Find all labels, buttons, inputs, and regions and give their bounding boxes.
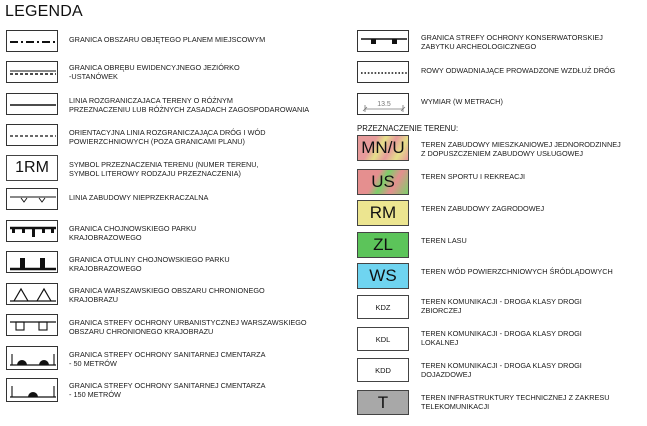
legend-title: LEGENDA (5, 3, 83, 20)
dimension-label: WYMIAR (W METRACH) (421, 97, 503, 106)
lake-register-boundary-label: GRANICA OBRĘBU EWIDENCYJNEGO JEZIÓRKO -USTANÓWEK (69, 63, 240, 82)
archaeology-boundary-symbol (357, 30, 409, 52)
protected-landscape-symbol (6, 283, 58, 305)
zone-kdd-label: TEREN KOMUNIKACJI - DROGA KLASY DROGI DOJAZDOWEJ (421, 361, 582, 380)
park-boundary-label: GRANICA CHOJNOWSKIEGO PARKU KRAJOBRAZOWEGO (69, 224, 197, 243)
orientation-line-label: ORIENTACYJNA LINIA ROZGRANICZAJĄCA DRÓG I WÓD POWIERZCHNIOWYCH (POZA GRANICAMI PLANU) (69, 128, 266, 147)
urban-protection-label: GRANICA STREFY OCHRONY URBANISTYCZNEJ WARSZAWSKIEGO OBSZARU CHRONIONEGO KRAJOBRAZU (69, 318, 307, 337)
zone-us: US (357, 169, 409, 195)
lake-register-boundary-symbol (6, 61, 58, 83)
zone-ws: WS (357, 263, 409, 289)
zone-t: T (357, 390, 409, 415)
land-use-line-symbol (6, 93, 58, 115)
zone-mnu: MN/U (357, 135, 409, 161)
zone-kdl-label: TEREN KOMUNIKACJI - DROGA KLASY DROGI LOKALNEJ (421, 329, 582, 348)
zone-rm-label: TEREN ZABUDOWY ZAGRODOWEJ (421, 204, 545, 213)
land-symbol-label: SYMBOL PRZEZNACZENIA TERENU (NUMER TERENU, SYMBOL LITEROWY RODZAJU PRZEZNACZENIA) (69, 160, 259, 179)
building-line-symbol (6, 188, 58, 210)
orientation-line-symbol (6, 124, 58, 146)
drainage-ditch-label: ROWY ODWADNIAJĄCE PROWADZONE WZDŁUŻ DRÓG (421, 66, 616, 75)
park-buffer-label: GRANICA OTULINY CHOJNOWSKIEGO PARKU KRAJOBRAZOWEGO (69, 255, 230, 274)
zone-kdz: KDZ (357, 295, 409, 319)
dimension-value: 13.5 (377, 101, 391, 108)
urban-protection-symbol (6, 314, 58, 336)
zone-us-label: TEREN SPORTU I REKREACJI (421, 172, 526, 181)
drainage-ditch-symbol (357, 61, 409, 83)
zone-kdd: KDD (357, 358, 409, 382)
zone-mnu-label: TEREN ZABUDOWY MIESZKANIOWEJ JEDNORODZINNEJ Z DOPUSZCZENIEM ZABUDOWY USŁUGOWEJ (421, 140, 621, 159)
land-use-line-label: LINIA ROZGRANICZAJACA TERENY O RÓŻNYM PRZEZNACZENIU LUB RÓŻNYCH ZASADACH ZAGOSPODAROWANIA (69, 96, 310, 115)
zone-rm: RM (357, 200, 409, 226)
zone-ws-label: TEREN WÓD POWIERZCHNIOWYCH ŚRÓDLĄDOWYCH (421, 267, 613, 276)
zone-kdl: KDL (357, 327, 409, 351)
park-boundary-symbol (6, 220, 58, 242)
park-buffer-symbol (6, 251, 58, 273)
dimension-symbol (357, 93, 409, 115)
land-use-section-label: PRZEZNACZENIE TERENU: (357, 124, 459, 133)
plan-boundary-symbol (6, 30, 58, 52)
zone-kdz-label: TEREN KOMUNIKACJI - DROGA KLASY DROGI ZBIORCZEJ (421, 297, 582, 316)
zone-zl-label: TEREN LASU (421, 236, 467, 245)
zone-t-label: TEREN INFRASTRUKTURY TECHNICZNEJ Z ZAKRESU TELEKOMUNIKACJI (421, 393, 610, 412)
cemetery-50-label: GRANICA STREFY OCHRONY SANITARNEJ CMENTARZA - 50 METRÓW (69, 350, 266, 369)
plan-boundary-label: GRANICA OBSZARU OBJĘTEGO PLANEM MIEJSCOWYM (69, 35, 266, 44)
protected-landscape-label: GRANICA WARSZAWSKIEGO OBSZARU CHRONIONEGO KRAJOBRAZU (69, 286, 265, 305)
building-line-label: LINIA ZABUDOWY NIEPRZEKRACZALNA (69, 193, 209, 202)
cemetery-150-symbol (6, 378, 58, 402)
archaeology-boundary-label: GRANICA STREFY OCHRONY KONSERWATORSKIEJ ZABYTKU ARCHEOLOGICZNEGO (421, 33, 603, 52)
cemetery-150-label: GRANICA STREFY OCHRONY SANITARNEJ CMENTARZA - 150 METRÓW (69, 381, 266, 400)
land-symbol-1rm: 1RM (6, 155, 58, 181)
zone-zl: ZL (357, 232, 409, 258)
cemetery-50-symbol (6, 346, 58, 370)
